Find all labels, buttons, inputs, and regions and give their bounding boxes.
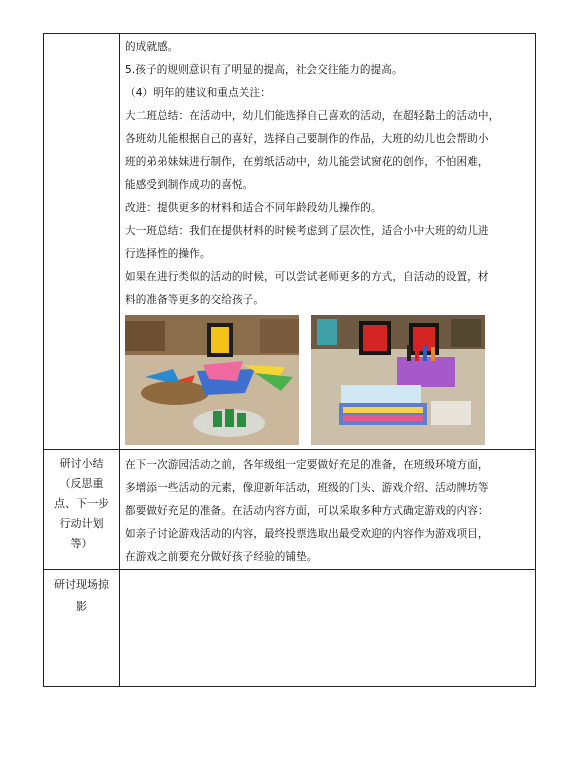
report-table [43,33,536,687]
text-line: 大二班总结：在活动中，幼儿们能选择自己喜欢的活动，在超轻黏土的活动中， [125,110,500,122]
label-line: 研讨小结 [59,457,104,470]
label-line: 点、下一步 [54,497,109,510]
summary-row [44,34,535,449]
text-line: 改进：提供更多的材料和适合不同年龄段幼儿操作的。 [125,202,382,214]
onsite-photos-content [120,570,535,686]
activity-photos [125,312,530,445]
text-line: 行选择性的操作。 [125,248,211,260]
text-line: 班的弟弟妹妹进行制作，在剪纸活动中，幼儿能尝试窗花的创作，不怕困难， [125,156,489,168]
text-line: 在游戏之前要充分做好孩子经验的铺垫。 [125,551,318,563]
text-line: 各班幼儿能根据自己的喜好，选择自己要制作的作品，大班的幼儿也会帮助小 [125,133,489,145]
text-line: 如果在进行类似的活动的时候，可以尝试老师更多的方式，自活动的设置，材 [125,271,489,283]
text-line: 的成就感。 [125,41,179,53]
text-line: 大一班总结：我们在提供材料的时候考虑到了层次性，适合小中大班的幼儿进 [125,225,489,237]
label-line: （反思重 [59,477,104,490]
text-line: 多增添一些活动的元素，像迎新年活动，班级的门头、游戏介绍、活动牌坊等 [125,482,489,494]
summary-content-cell [120,34,535,449]
label-line: 等） [70,537,93,550]
text-line: 5.孩子的规则意识有了明显的提高，社会交往能力的提高。 [125,64,403,76]
label-line: 研讨现场掠 [54,578,109,591]
label-line: 影 [76,600,87,613]
activity-photo-papercut [311,315,485,445]
onsite-photos-label [44,570,120,686]
discussion-summary-content [120,450,535,569]
activity-photo-crafts [125,315,299,445]
text-line: 料的准备等更多的交给孩子。 [125,294,265,306]
discussion-summary-label [44,450,120,569]
text-line: 在下一次游园活动之前，各年级组一定要做好充足的准备，在班级环境方面， [125,459,489,471]
onsite-photos-row [44,569,535,686]
text-line: 都要做好充足的准备。在活动内容方面，可以采取多种方式确定游戏的内容： [125,505,489,517]
summary-label-cell [44,34,120,449]
text-line: 如亲子讨论游戏活动的内容，最终投票选取出最受欢迎的内容作为游戏项目， [125,528,489,540]
discussion-summary-row [44,449,535,569]
label-line: 行动计划 [59,517,104,530]
text-line: （4）明年的建议和重点关注： [125,87,271,99]
text-line: 能感受到制作成功的喜悦。 [125,179,254,191]
